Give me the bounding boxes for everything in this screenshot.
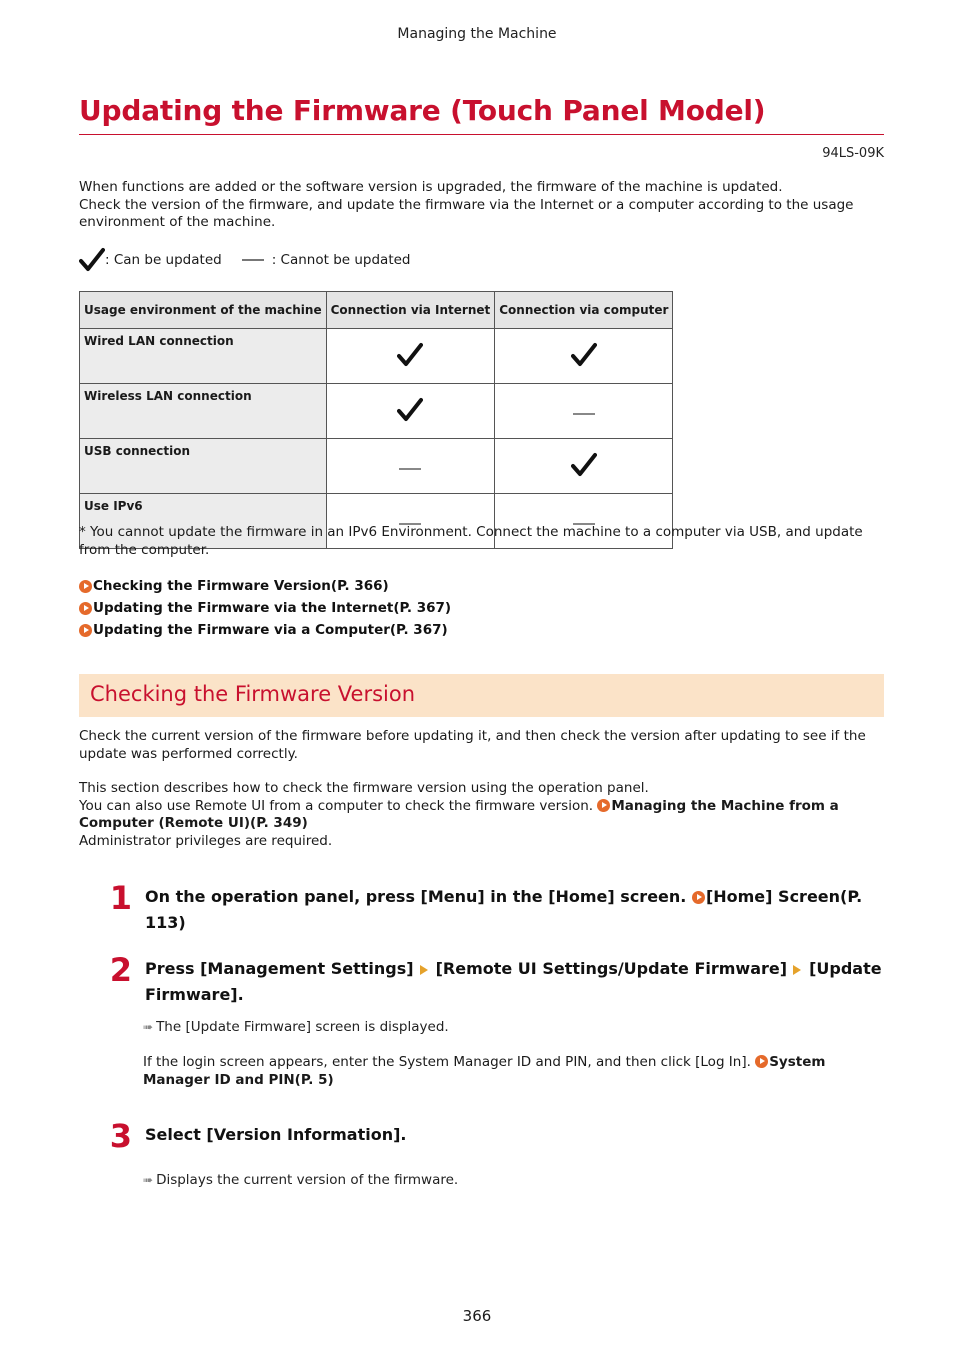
section-title: Checking the Firmware Version [90, 682, 416, 706]
title-divider [79, 134, 884, 135]
table-header-cell: Connection via computer [495, 292, 673, 329]
step-1-text [145, 884, 885, 936]
link-bullet-icon [692, 891, 705, 904]
checkmark-icon [571, 452, 597, 478]
section-paragraph-1: Check the current version of the firmware before updating it, and then check the version after updating to see if the update was performed correctly. [79, 728, 866, 762]
status-cell-internet [326, 329, 495, 384]
page-number: 366 [462, 1307, 492, 1325]
link-bullet-icon [79, 580, 92, 593]
section-line: This section describes how to check the firmware version using the operation panel. [79, 780, 649, 796]
table-row [80, 384, 673, 439]
step-3-text: Select [Version Information]. [145, 1125, 407, 1144]
page-title: Updating the Firmware (Touch Panel Model) [79, 94, 766, 127]
table-header-row [80, 292, 673, 329]
link-label: Updating the Firmware via the Internet(P. 367) [93, 600, 452, 616]
result-text: Displays the current version of the firmware. [156, 1172, 459, 1188]
intro-line-1: When functions are added or the software version is upgraded, the firmware of the machine is updated. [79, 179, 783, 195]
footnote: * You cannot update the firmware in an IPv6 Environment. Connect the machine to a computer via USB, and update from the computer. [79, 524, 863, 558]
status-cell-internet [326, 439, 495, 494]
legend [79, 247, 411, 273]
table-row [80, 329, 673, 384]
status-cell-computer [495, 384, 673, 439]
row-label: Wireless LAN connection [80, 384, 327, 439]
step-number: 1 [109, 879, 132, 917]
dash-icon [573, 413, 595, 415]
result-arrow-icon: ➠ [143, 1020, 154, 1034]
step-number: 2 [109, 951, 132, 989]
section-line: Administrator privileges are required. [79, 832, 333, 849]
table-header-cell: Usage environment of the machine [80, 292, 327, 329]
intro-paragraph [79, 179, 884, 232]
link-updating-via-internet[interactable] [79, 600, 451, 616]
note-text: If the login screen appears, enter the System Manager ID and PIN, and then click [Log In]. [143, 1054, 756, 1070]
link-bullet-icon [79, 624, 92, 637]
status-cell-computer [495, 439, 673, 494]
arrow-right-icon [420, 965, 428, 975]
link-bullet-icon [79, 602, 92, 615]
status-cell-internet [326, 384, 495, 439]
section-text: You can also use Remote UI from a computer to check the firmware version. [79, 797, 598, 814]
step-number: 3 [109, 1117, 132, 1155]
step-2-result [143, 1019, 449, 1035]
link-home-screen[interactable]: [Home] Screen(P. 113) [145, 887, 863, 932]
dash-icon [242, 259, 264, 261]
link-system-manager-id[interactable]: System Manager ID and PIN(P. 5) [143, 1054, 826, 1088]
checkmark-icon [397, 397, 423, 423]
step-2-note [143, 1054, 883, 1089]
step-3-result [143, 1172, 458, 1188]
link-remote-ui[interactable]: Managing the Machine from a Computer (Remote UI)(P. 349) [79, 797, 839, 831]
row-label: Use IPv6 [80, 494, 327, 549]
result-arrow-icon: ➠ [143, 1173, 154, 1187]
step-instruction: [Remote UI Settings/Update Firmware] [435, 959, 788, 978]
result-text: The [Update Firmware] screen is displayed. [156, 1019, 449, 1035]
legend-cannot-label: : Cannot be updated [271, 252, 411, 268]
link-updating-via-computer[interactable] [79, 622, 448, 638]
table-header-cell: Connection via Internet [326, 292, 495, 329]
step-2-text [145, 956, 885, 1008]
intro-line-2: Check the version of the firmware, and update the firmware via the Internet or a computer according to the usage environment of the machine. [79, 196, 854, 230]
link-bullet-icon [755, 1055, 768, 1068]
running-head: Managing the Machine [397, 26, 557, 42]
usage-environment-table [79, 291, 673, 549]
link-label: Updating the Firmware via a Computer(P. 367) [93, 622, 448, 638]
table-row [80, 439, 673, 494]
section-line [79, 798, 884, 833]
row-label: USB connection [80, 439, 327, 494]
dash-icon [399, 468, 421, 470]
section-paragraph-2 [79, 780, 884, 850]
link-checking-firmware-version[interactable] [79, 578, 389, 594]
checkmark-icon [571, 342, 597, 368]
link-bullet-icon [597, 799, 610, 812]
step-instruction: [Update Firmware]. [145, 959, 882, 1004]
checkmark-icon [79, 247, 105, 273]
row-label: Wired LAN connection [80, 329, 327, 384]
document-id: 94LS-09K [822, 146, 884, 161]
step-instruction: Press [Management Settings] [145, 959, 414, 978]
arrow-right-icon [793, 965, 801, 975]
link-label: Checking the Firmware Version(P. 366) [93, 578, 389, 594]
checkmark-icon [397, 342, 423, 368]
status-cell-computer [495, 329, 673, 384]
legend-can-label: : Can be updated [105, 252, 222, 268]
step-instruction: On the operation panel, press [Menu] in the [Home] screen. [145, 887, 692, 906]
